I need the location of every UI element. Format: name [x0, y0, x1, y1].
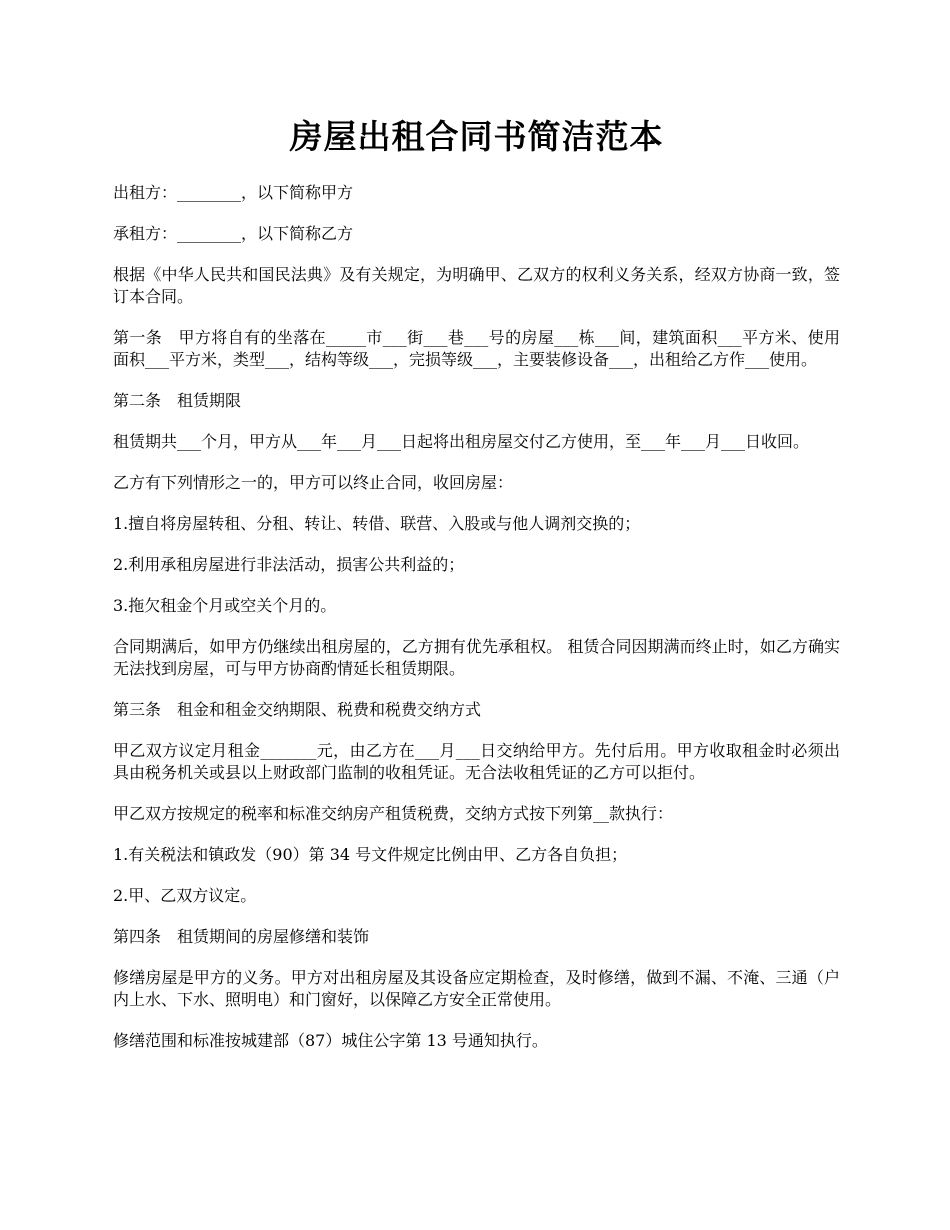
repair-paragraph: 修缮房屋是甲方的义务。甲方对出租房屋及其设备应定期检查，及时修缮，做到不漏、不淹、三通（户内上水、下水、照明电）和门窗好，以保障乙方安全正常使用。	[113, 968, 840, 1009]
document-page	[113, 112, 840, 1071]
termination-intro-paragraph: 乙方有下列情形之一的，甲方可以终止合同，收回房屋：	[113, 473, 514, 492]
repair-standard-paragraph: 修缮范围和标准按城建部（87）城住公字第 13 号通知执行。	[113, 1031, 548, 1050]
tax-item-1: 1.有关税法和镇政发（90）第 34 号文件规定比例由甲、乙方各自负担；	[113, 845, 628, 864]
renewal-paragraph: 合同期满后，如甲方仍继续出租房屋的，乙方拥有优先承租权。 租赁合同因期满而终止时，如乙方确实无法找到房屋，可与甲方协商酌情延长租赁期限。	[113, 637, 840, 678]
article-3-heading: 第三条 租金和租金交纳期限、税费和税费交纳方式	[113, 700, 482, 719]
tax-item-2: 2.甲、乙双方议定。	[113, 886, 257, 905]
lessor-line: 出租方：________，以下简称甲方	[113, 183, 354, 202]
preamble-paragraph: 根据《中华人民共和国民法典》及有关规定，为明确甲、乙双方的权利义务关系，经双方协商一致，签订本合同。	[113, 265, 840, 306]
document-title: 房屋出租合同书简洁范本	[289, 117, 664, 156]
tax-paragraph: 甲乙双方按规定的税率和标准交纳房产租赁税费，交纳方式按下列第__款执行：	[113, 804, 674, 823]
article-2-heading: 第二条 租赁期限	[113, 391, 242, 410]
rent-paragraph: 甲乙双方议定月租金_______元，由乙方在___月___日交纳给甲方。先付后用。甲方收取租金时必须出具由税务机关或县以上财政部门监制的收租凭证。无合法收租凭证的乙方可以拒付。	[113, 741, 840, 782]
article-4-heading: 第四条 租赁期间的房屋修缮和装饰	[113, 927, 370, 946]
termination-item-1: 1.擅自将房屋转租、分租、转让、转借、联营、入股或与他人调剂交换的；	[113, 514, 641, 533]
termination-item-2: 2.利用承租房屋进行非法活动，损害公共利益的；	[113, 555, 465, 574]
lease-term-paragraph: 租赁期共___个月，甲方从___年___月___日起将出租房屋交付乙方使用，至___年___月___日收回。	[113, 432, 810, 451]
termination-item-3: 3.拖欠租金个月或空关个月的。	[113, 596, 337, 615]
article-1-paragraph: 第一条 甲方将自有的坐落在_____市___街___巷___号的房屋___栋___间，建筑面积___平方米、使用面积___平方米，类型___，结构等级___，完损等级___，主要装修设备___，出租给乙方作___使用。	[113, 328, 840, 369]
lessee-line: 承租方：________，以下简称乙方	[113, 224, 354, 243]
